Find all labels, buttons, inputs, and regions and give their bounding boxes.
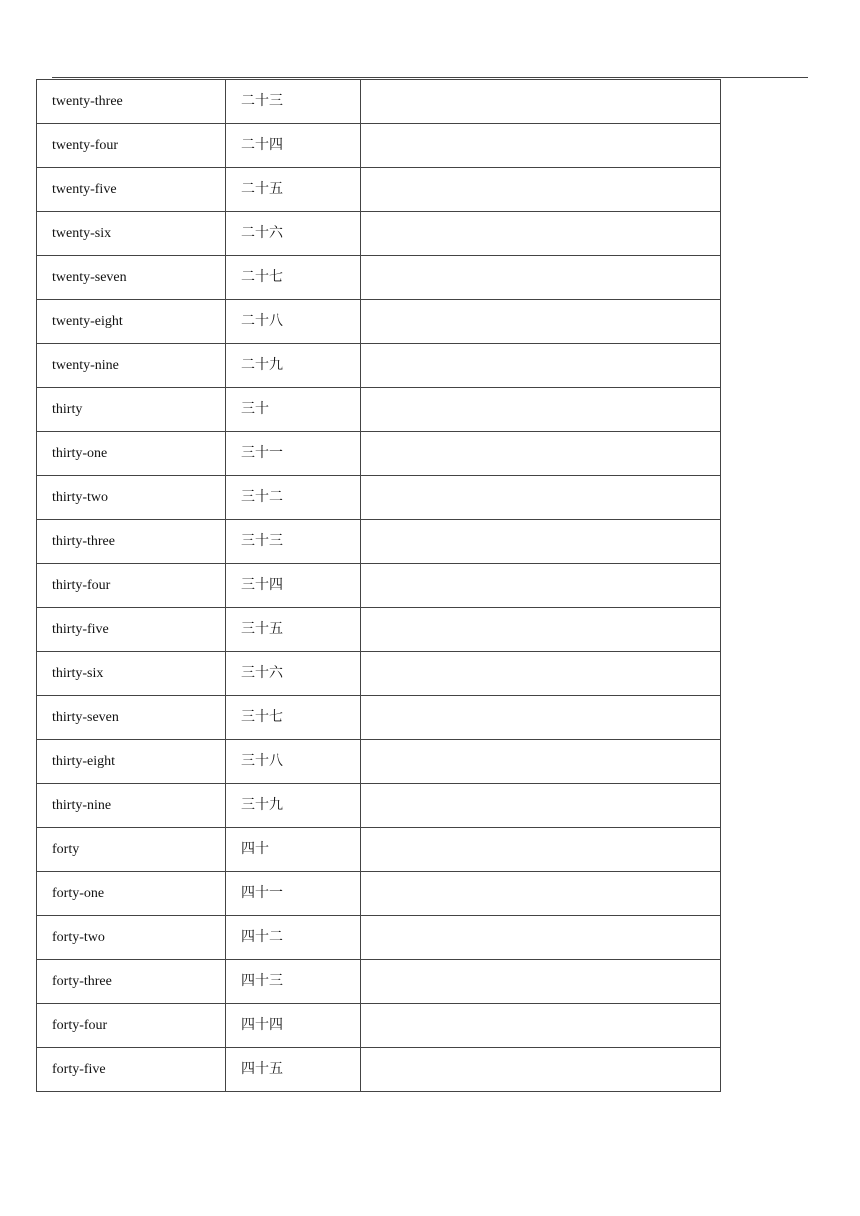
english-word-cell: twenty-six (37, 212, 226, 256)
english-word-cell: thirty-seven (37, 696, 226, 740)
english-word-cell: twenty-four (37, 124, 226, 168)
chinese-word-cell: 二十三 (226, 80, 361, 124)
table-row (37, 960, 721, 1004)
english-word-cell: twenty-seven (37, 256, 226, 300)
english-word-cell: thirty-one (37, 432, 226, 476)
table-row (37, 344, 721, 388)
chinese-word-cell: 四十一 (226, 872, 361, 916)
table-row (37, 652, 721, 696)
answer-cell (361, 212, 721, 256)
chinese-word-cell: 二十九 (226, 344, 361, 388)
english-word-cell: twenty-three (37, 80, 226, 124)
answer-cell (361, 1048, 721, 1092)
answer-cell (361, 124, 721, 168)
answer-cell (361, 168, 721, 212)
vocabulary-table-body (37, 80, 721, 1092)
chinese-word-cell: 四十二 (226, 916, 361, 960)
answer-cell (361, 828, 721, 872)
english-word-cell: twenty-nine (37, 344, 226, 388)
answer-cell (361, 916, 721, 960)
table-row (37, 1048, 721, 1092)
english-word-cell: thirty-two (37, 476, 226, 520)
table-row (37, 212, 721, 256)
english-word-cell: forty-three (37, 960, 226, 1004)
table-row (37, 564, 721, 608)
table-row (37, 608, 721, 652)
chinese-word-cell: 四十三 (226, 960, 361, 1004)
chinese-word-cell: 三十五 (226, 608, 361, 652)
answer-cell (361, 652, 721, 696)
answer-cell (361, 696, 721, 740)
table-row (37, 432, 721, 476)
chinese-word-cell: 四十 (226, 828, 361, 872)
chinese-word-cell: 二十八 (226, 300, 361, 344)
answer-cell (361, 520, 721, 564)
table-row (37, 256, 721, 300)
english-word-cell: forty-two (37, 916, 226, 960)
vocabulary-table (36, 79, 721, 1092)
chinese-word-cell: 三十一 (226, 432, 361, 476)
table-row (37, 476, 721, 520)
answer-cell (361, 608, 721, 652)
english-word-cell: thirty-six (37, 652, 226, 696)
english-word-cell: thirty-five (37, 608, 226, 652)
english-word-cell: forty (37, 828, 226, 872)
answer-cell (361, 564, 721, 608)
chinese-word-cell: 二十七 (226, 256, 361, 300)
answer-cell (361, 872, 721, 916)
answer-cell (361, 1004, 721, 1048)
chinese-word-cell: 四十五 (226, 1048, 361, 1092)
answer-cell (361, 256, 721, 300)
english-word-cell: forty-one (37, 872, 226, 916)
english-word-cell: thirty-eight (37, 740, 226, 784)
table-row (37, 740, 721, 784)
table-row (37, 300, 721, 344)
answer-cell (361, 300, 721, 344)
english-word-cell: twenty-eight (37, 300, 226, 344)
answer-cell (361, 344, 721, 388)
table-row (37, 828, 721, 872)
answer-cell (361, 476, 721, 520)
chinese-word-cell: 三十七 (226, 696, 361, 740)
table-row (37, 872, 721, 916)
table-row (37, 388, 721, 432)
table-row (37, 1004, 721, 1048)
chinese-word-cell: 二十四 (226, 124, 361, 168)
chinese-word-cell: 三十 (226, 388, 361, 432)
table-row (37, 696, 721, 740)
chinese-word-cell: 三十四 (226, 564, 361, 608)
chinese-word-cell: 三十二 (226, 476, 361, 520)
chinese-word-cell: 三十九 (226, 784, 361, 828)
answer-cell (361, 388, 721, 432)
answer-cell (361, 740, 721, 784)
chinese-word-cell: 三十六 (226, 652, 361, 696)
table-row (37, 520, 721, 564)
table-row (37, 80, 721, 124)
table-row (37, 784, 721, 828)
chinese-word-cell: 二十五 (226, 168, 361, 212)
answer-cell (361, 960, 721, 1004)
header-rule (52, 77, 808, 78)
english-word-cell: thirty-nine (37, 784, 226, 828)
answer-cell (361, 432, 721, 476)
english-word-cell: forty-four (37, 1004, 226, 1048)
chinese-word-cell: 二十六 (226, 212, 361, 256)
answer-cell (361, 80, 721, 124)
table-row (37, 916, 721, 960)
chinese-word-cell: 三十三 (226, 520, 361, 564)
english-word-cell: thirty (37, 388, 226, 432)
chinese-word-cell: 四十四 (226, 1004, 361, 1048)
chinese-word-cell: 三十八 (226, 740, 361, 784)
english-word-cell: forty-five (37, 1048, 226, 1092)
english-word-cell: twenty-five (37, 168, 226, 212)
answer-cell (361, 784, 721, 828)
table-row (37, 168, 721, 212)
english-word-cell: thirty-three (37, 520, 226, 564)
english-word-cell: thirty-four (37, 564, 226, 608)
table-row (37, 124, 721, 168)
